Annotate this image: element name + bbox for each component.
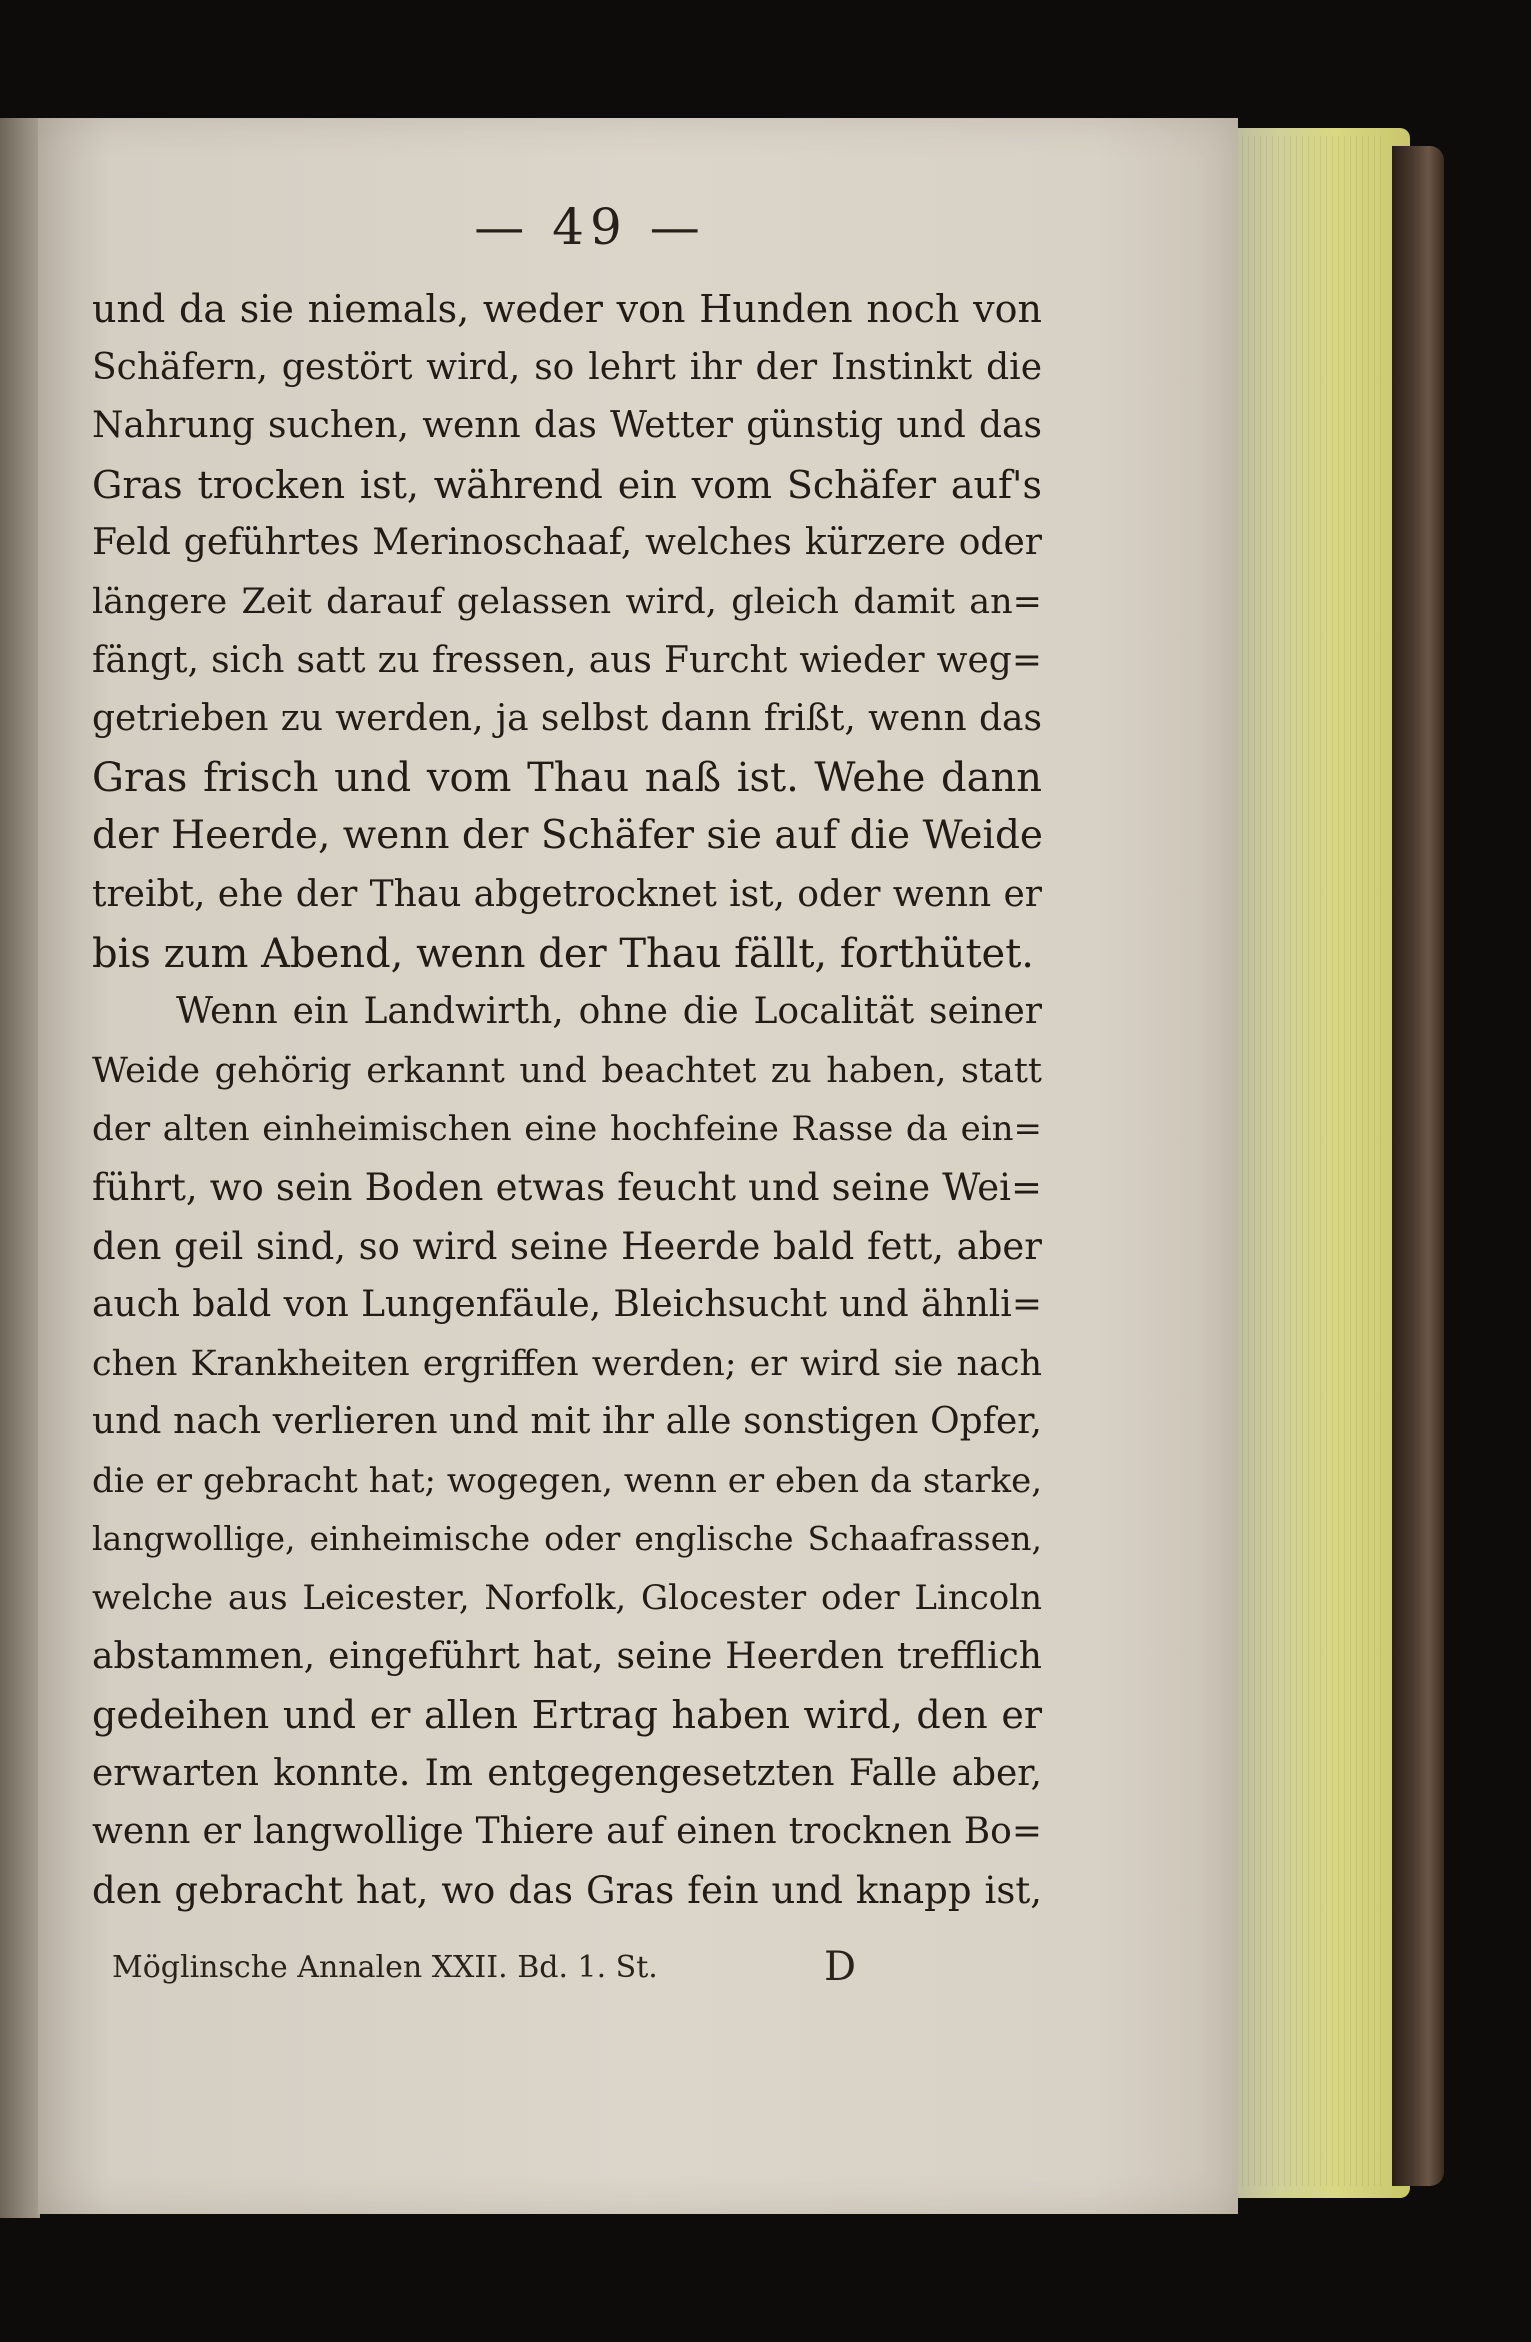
text-line: langwollige, einheimische oder englische Schaafrassen, [92, 1519, 1042, 1559]
text-line: Feld geführtes Merinoschaaf, welches kürzere oder [92, 522, 1042, 564]
text-line: der Heerde, wenn der Schäfer sie auf die Weide [92, 813, 1043, 859]
text-line: Gras trocken ist, während ein vom Schäfer auf's [92, 462, 1042, 507]
left-page-edge [0, 118, 40, 2218]
text-line: Nahrung suchen, wenn das Wetter günstig und das [92, 405, 1042, 447]
text-line: längere Zeit darauf gelassen wird, gleich damit an= [92, 581, 1042, 622]
text-line: welche aus Leicester, Norfolk, Glocester oder Lincoln [92, 1578, 1042, 1619]
text-line: getrieben zu werden, ja selbst dann frißt, wenn das [92, 698, 1042, 740]
page-number-header: — 49 — [474, 198, 706, 256]
text-line: abstammen, eingeführt hat, seine Heerden trefflich [92, 1635, 1042, 1677]
text-line: chen Krankheiten ergriffen werden; er wird sie nach [92, 1343, 1042, 1384]
text-line: und da sie niemals, weder von Hunden noch von [92, 287, 1042, 331]
text-line: der alten einheimischen eine hochfeine Rasse da ein= [92, 1109, 1042, 1150]
text-line: Gras frisch und vom Thau naß ist. Wehe dann [92, 754, 1042, 801]
text-line: fängt, sich satt zu fressen, aus Furcht wieder weg= [92, 639, 1042, 681]
text-line: die er gebracht hat; wogegen, wenn er eben da starke, [92, 1460, 1042, 1501]
text-line: treibt, ehe der Thau abgetrocknet ist, oder wenn er [92, 873, 1042, 915]
text-line: den gebracht hat, wo das Gras fein und knapp ist, [92, 1869, 1042, 1913]
page-body [92, 280, 1042, 1921]
text-line: Schäfern, gestört wird, so lehrt ihr der Instinkt die [92, 346, 1042, 388]
text-line: Weide gehörig erkannt und beachtet zu haben, statt [92, 1050, 1042, 1091]
page-edge-lines [1236, 136, 1386, 2186]
text-line: den geil sind, so wird seine Heerde bald fett, aber [92, 1224, 1042, 1268]
text-line: führt, wo sein Boden etwas feucht und seine Wei= [92, 1165, 1042, 1209]
signature-line: Möglinsche Annalen XXII. Bd. 1. St. [112, 1950, 658, 1985]
page-footer [112, 1944, 912, 1994]
text-line: gedeihen und er allen Ertrag haben wird, den er [92, 1693, 1042, 1738]
text-line: bis zum Abend, wenn der Thau fällt, forthütet. [92, 930, 1034, 977]
text-line: erwarten konnte. Im entgegengesetzten Falle aber, [92, 1752, 1042, 1794]
signature-mark: D [824, 1944, 857, 1990]
text-line: Wenn ein Landwirth, ohne die Localität seiner [176, 991, 1042, 1033]
text-line: wenn er langwollige Thiere auf einen trocknen Bo= [92, 1811, 1042, 1853]
book-cover [1392, 146, 1444, 2186]
text-line: auch bald von Lungenfäule, Bleichsucht und ähnli= [92, 1284, 1042, 1326]
text-line: und nach verlieren und mit ihr alle sonstigen Opfer, [92, 1401, 1042, 1443]
